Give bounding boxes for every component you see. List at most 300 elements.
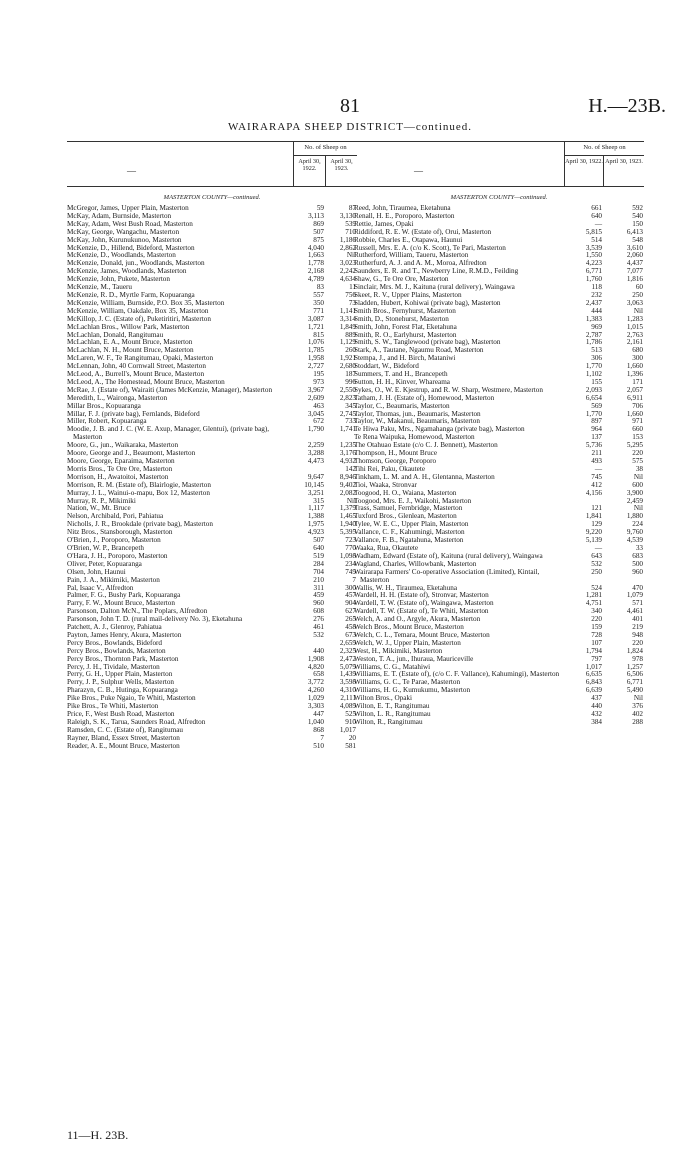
sheep-1922: 569 xyxy=(591,401,602,410)
sheep-1922: 1,721 xyxy=(307,322,324,331)
sheep-1923: Nil xyxy=(633,694,643,703)
owner-name: Welch, A. and O., Argyle, Akura, Masterton xyxy=(354,615,481,624)
sheep-1923: 1,235 xyxy=(339,441,356,450)
sheep-1923: 470 xyxy=(632,583,643,592)
sheep-1923: 749 xyxy=(345,567,356,576)
sheep-1922: 4,473 xyxy=(307,457,324,465)
sheep-1922: 232 xyxy=(591,290,602,299)
owner-name: Toogood, H. O., Waiana, Masterton xyxy=(354,488,457,497)
header-1922: April 30, 1922. xyxy=(298,158,321,172)
sheep-1923: 3,610 xyxy=(626,243,643,252)
sheep-1923: 1,741 xyxy=(339,425,356,434)
sheep-1922: 868 xyxy=(313,725,324,734)
sheep-1922: 3,251 xyxy=(307,488,324,497)
sheep-1923: 1,257 xyxy=(626,662,643,671)
sheep-1922: 3,087 xyxy=(307,314,324,323)
owner-name: O'Brien, W. P., Brancepeth xyxy=(67,543,144,552)
sheep-1923: 723 xyxy=(345,536,356,545)
owner-name: Patchett, A. J., Glenroy, Pahiatua xyxy=(67,623,162,632)
owner-name: Vallance, F. B., Ngatahuna, Masterton xyxy=(354,536,464,545)
sheep-1922: 4,156 xyxy=(585,488,602,497)
sheep-1922: 137 xyxy=(591,433,602,442)
owner-name: Pike Bros., Puke Ngaio, Te Whiti, Masterton xyxy=(67,694,196,703)
owner-name: O'Brien, J., Poroporo, Masterton xyxy=(67,536,161,545)
owner-name: McKay, Adam, Burnside, Masterton xyxy=(67,211,172,220)
owner-name: Smith, S. W., Tanglewood (private bag), Masterton xyxy=(354,338,501,347)
sheep-1923: Nil xyxy=(633,306,643,315)
sheep-1923: 683 xyxy=(632,551,643,560)
sheep-1922: 608 xyxy=(313,607,324,616)
right-table-body xyxy=(354,205,644,727)
owner-name: Taylor, W., Makanui, Beaumaris, Masterton xyxy=(354,417,480,426)
sheep-1922: 1,117 xyxy=(308,504,324,513)
sheep-1922: 340 xyxy=(591,607,602,616)
sheep-1923: 571 xyxy=(632,599,643,608)
owner-name: Trass, Samuel, Fernbridge, Masterton xyxy=(354,504,463,513)
owner-name: Tylee, W. E. C., Upper Plain, Masterton xyxy=(354,520,469,529)
owner-name: Wilton, R., Rangitumau xyxy=(354,717,423,726)
sheep-1923: 1,439 xyxy=(339,670,356,679)
sheep-1923: 60 xyxy=(635,283,643,292)
sheep-1923: 889 xyxy=(345,330,356,339)
sheep-1922: 1,663 xyxy=(307,251,324,260)
sheep-1922: 6,771 xyxy=(585,267,602,276)
owner-name: West, H., Mikimiki, Masterton xyxy=(354,646,443,655)
sheep-1923: Nil xyxy=(346,496,356,505)
sheep-1923: 2,161 xyxy=(626,338,643,347)
owner-name: McKenzie, John, Pukete, Masterton xyxy=(67,275,170,284)
sheep-1923: 978 xyxy=(632,654,643,663)
sheep-1923: 1,660 xyxy=(626,409,643,418)
sheep-1923: 38 xyxy=(635,464,643,473)
sheep-1922: 3,772 xyxy=(307,678,324,687)
owner-name: McKenzie, James, Woodlands, Masterton xyxy=(67,267,187,276)
sheep-1922: 2,787 xyxy=(585,330,602,339)
owner-name: Wilton Bros., Opaki xyxy=(354,694,413,703)
sheep-1922: 1,770 xyxy=(585,362,602,371)
sheep-1923: 2,680 xyxy=(339,362,356,371)
owner-name: Smith, R. O., Earlyhurst, Masterton xyxy=(354,330,457,339)
sheep-1922: 513 xyxy=(591,346,602,355)
sheep-1923: 2,659 xyxy=(339,638,356,647)
section-heading: MASTERTON COUNTY—continued. xyxy=(450,194,548,201)
sheep-1923: 548 xyxy=(632,235,643,244)
sheep-1922: 5,139 xyxy=(585,536,602,545)
sheep-1923: 539 xyxy=(345,219,356,228)
sheep-1923: 3,598 xyxy=(339,678,356,687)
sheep-1923: 2,057 xyxy=(626,385,643,394)
sheep-1923: 1,015 xyxy=(626,322,643,331)
owner-name: McLaren, W. F., Te Rangitumau, Opaki, Masterton xyxy=(67,354,214,363)
sheep-1923: 996 xyxy=(345,377,356,386)
owner-name: Wagland, Charles, Willowbank, Masterton xyxy=(354,559,477,568)
sheep-1922: 507 xyxy=(313,227,324,236)
sheep-1922: 1,975 xyxy=(307,520,324,529)
sheep-1922: 250 xyxy=(591,567,602,576)
owner-name: Vallance, C. F., Kahumingi, Masterton xyxy=(354,528,465,537)
sheep-1922: 195 xyxy=(313,370,324,379)
footer-reference: 11—H. 23B. xyxy=(67,1128,129,1142)
sheep-count-header xyxy=(293,142,357,186)
owner-name: Welch, W. J., Upper Plain, Masterton xyxy=(354,638,461,647)
sheep-1922: 459 xyxy=(313,591,324,600)
sheep-1923: 20 xyxy=(348,733,356,742)
sheep-1923: 627 xyxy=(345,607,356,616)
sheep-1923: 265 xyxy=(345,615,356,624)
sheep-1923: 971 xyxy=(632,417,643,426)
sheep-1923: 187 xyxy=(345,370,356,379)
owner-name: Moore, George, Eparaima, Masterton xyxy=(67,457,175,465)
owner-name: Murray, J. L., Wainui-o-mapu, Box 12, Masterton xyxy=(67,488,210,497)
header-group-title: No. of Sheep on xyxy=(304,144,347,151)
sheep-1922: 447 xyxy=(313,710,324,718)
owner-name: McKenzie, William, Oakdale, Box 35, Masterton xyxy=(67,306,209,315)
owner-name: Nation, W., Mt. Bruce xyxy=(67,504,131,513)
sheep-1923: 153 xyxy=(632,433,643,442)
sheep-1922: 3,967 xyxy=(307,385,324,394)
sheep-1922: 1,770 xyxy=(585,409,602,418)
sheep-1922: 4,260 xyxy=(307,686,324,695)
sheep-1923: 300 xyxy=(345,583,356,592)
sheep-1922: 1,017 xyxy=(585,662,602,671)
sheep-1922: 557 xyxy=(313,290,324,299)
owner-name: Riddiford, R. E. W. (Estate of), Orui, Masterton xyxy=(354,227,492,236)
sheep-1922: 315 xyxy=(313,496,324,505)
sheep-1922: 440 xyxy=(591,702,602,711)
sheep-1923: 2,763 xyxy=(626,330,643,339)
sheep-1923: 9,402 xyxy=(339,480,356,489)
sheep-1922: 493 xyxy=(591,457,602,465)
sheep-1922: 1,550 xyxy=(585,251,602,260)
owner-name: McKay, John, Kurunukunoo, Masterton xyxy=(67,235,182,244)
owner-name: McKillop, J. C. (Estate of), Puketiritiri, Masterton xyxy=(67,314,211,323)
sheep-1923: 3,314 xyxy=(339,314,356,323)
owner-name: Parry, F. W., Mount Bruce, Masterton xyxy=(67,599,175,608)
sheep-1922: 9,220 xyxy=(585,528,602,537)
page-title: WAIRARAPA SHEEP DISTRICT—continued. xyxy=(227,121,473,133)
sheep-1922: 4,223 xyxy=(585,259,602,268)
sheep-1922: 306 xyxy=(591,354,602,363)
owner-name: Murray, R. P., Mikimiki xyxy=(67,496,136,505)
sheep-1922: 4,923 xyxy=(307,528,324,537)
sheep-1922: 2,259 xyxy=(307,441,324,450)
owner-name: O'Hara, J. H., Poroporo, Masterton xyxy=(67,551,168,560)
sheep-1923: 5,079 xyxy=(339,662,356,671)
sheep-1922: 1,778 xyxy=(307,259,324,268)
sheep-1923: 150 xyxy=(632,219,643,228)
sheep-1923: 1,849 xyxy=(339,322,356,331)
owner-name: Wilton, L. R., Rangitumau xyxy=(354,710,431,718)
sheep-1922: 412 xyxy=(591,480,602,489)
owner-name: Sinclair, Mrs. M. J., Kaituna (rural delivery), Waingawa xyxy=(354,283,515,292)
owner-name: Waaka, Rua, Okautete xyxy=(354,543,419,552)
owner-name: Palmer, F. G., Bushy Park, Kopuaranga xyxy=(67,591,181,600)
sheep-1922: 211 xyxy=(591,449,602,458)
sheep-1923: 2,459 xyxy=(626,496,643,505)
header-1923: April 30, 1923. xyxy=(330,158,353,172)
sheep-1923: 1,186 xyxy=(339,235,356,244)
left-table-body xyxy=(67,205,357,751)
owner-name: Smith, John, Forest Flat, Eketahuna xyxy=(354,322,457,331)
owner-name: Toogood, Mrs. E. J., Waikohi, Masterton xyxy=(354,496,472,505)
sheep-1922: 1,760 xyxy=(585,275,602,284)
owner-name: McLeod, A., Burrell's, Mount Bruce, Masterton xyxy=(67,370,205,379)
table-row xyxy=(67,426,357,442)
sheep-1922: 384 xyxy=(591,717,602,726)
sheep-1923: Nil xyxy=(633,504,643,513)
sheep-1923: 288 xyxy=(632,717,643,726)
sheep-1923: 219 xyxy=(632,623,643,632)
table-header xyxy=(354,141,644,187)
sheep-1923: 6,413 xyxy=(626,227,643,236)
sheep-1922: 1,786 xyxy=(585,338,602,347)
owner-name: Sutton, H. H., Kinver, Whareama xyxy=(354,377,450,386)
sheep-1922: 514 xyxy=(591,235,602,244)
owner-name: Taylor, C., Beaumaris, Masterton xyxy=(354,401,450,410)
owner-name: Renall, H. E., Poroporo, Masterton xyxy=(354,211,455,220)
sheep-1922: 643 xyxy=(591,551,602,560)
owner-name: Nitz Bros., Stansborough, Masterton xyxy=(67,528,173,537)
sheep-1922: 1,388 xyxy=(307,512,324,521)
sheep-1923: 575 xyxy=(632,457,643,465)
sheep-1922: 875 xyxy=(313,235,324,244)
left-column xyxy=(67,141,357,751)
sheep-1923: 1,660 xyxy=(626,362,643,371)
sheep-1923: 142 xyxy=(345,464,356,473)
sheep-1922: 973 xyxy=(313,377,324,386)
sheep-1922: 3,539 xyxy=(585,243,602,252)
sheep-1923: 4,437 xyxy=(626,259,643,268)
sheep-1923: 2,745 xyxy=(339,409,356,418)
table-header xyxy=(67,141,357,187)
owner-name: McLachlan Bros., Willow Park, Masterton xyxy=(67,322,190,331)
owner-name: Wallis, W. H., Tiraumea, Eketahuna xyxy=(354,583,458,592)
owner-name: McLachlan, E. A., Mount Bruce, Masterton xyxy=(67,338,193,347)
owner-name: Williams, C. G., Matahiwi xyxy=(354,662,431,671)
owner-name: Ramsden, C. C. (Estate of), Rangitumau xyxy=(67,725,183,734)
owner-name: Summers, T. and H., Brancepeth xyxy=(354,370,448,379)
sheep-1923: 1,141 xyxy=(339,306,356,315)
sheep-1922: 640 xyxy=(591,211,602,220)
sheep-1922: 7 xyxy=(320,733,324,742)
sheep-1922: 10,145 xyxy=(304,480,324,489)
sheep-1923: 706 xyxy=(632,401,643,410)
owner-name: Wardell, T. W. (Estate of), Waingawa, Masterton xyxy=(354,599,494,608)
sheep-1922: — xyxy=(594,543,602,552)
owner-name: Reed, John, Tiraumea, Eketahuna xyxy=(354,204,451,212)
owner-name: Percy Bros., Bowlands, Bideford xyxy=(67,638,163,647)
owner-name: Nicholls, J. R., Brookdale (private bag), Masterton xyxy=(67,520,213,529)
sheep-1923: 948 xyxy=(632,630,643,639)
sheep-1923: 171 xyxy=(632,377,643,386)
sheep-1923: 673 xyxy=(345,630,356,639)
sheep-1923: 5,490 xyxy=(626,686,643,695)
sheep-1923: 540 xyxy=(632,211,643,220)
owner-name: The Otahuao Estate (c/o C. J. Bennett), Masterton xyxy=(354,441,498,450)
owner-name: Rayner, Bland, Essex Street, Masterton xyxy=(67,733,180,742)
sheep-1922: 155 xyxy=(591,377,602,386)
owner-name: Pain, J. A., Mikimiki, Masterton xyxy=(67,575,160,584)
sheep-1922: 2,609 xyxy=(307,393,324,402)
owner-name: McKenzie, M., Taueru xyxy=(67,283,133,292)
owner-name: McKenzie, D., Woodlands, Masterton xyxy=(67,251,176,260)
owner-name: Perry, J. P., Sulphur Wells, Masterton xyxy=(67,678,175,687)
sheep-1923: 680 xyxy=(632,346,643,355)
owner-name: Millar Bros., Kopuaranga xyxy=(67,401,141,410)
sheep-1923: 9,760 xyxy=(626,528,643,537)
sheep-1923: 592 xyxy=(632,204,643,212)
sheep-1922: 1,785 xyxy=(307,346,324,355)
sheep-1922: 461 xyxy=(313,623,324,632)
owner-name: Te Rena Waipuka, Homewood, Masterton xyxy=(354,433,475,442)
right-column xyxy=(354,141,644,727)
owner-name: Millar, F. J. (private bag), Fernlands, Bideford xyxy=(67,409,200,418)
sheep-1923: 33 xyxy=(635,543,643,552)
sheep-1923: 2,082 xyxy=(339,488,356,497)
sheep-1922: 524 xyxy=(591,583,602,592)
sheep-1922: 2,727 xyxy=(307,362,324,371)
owner-name: Olsen, John, Haunui xyxy=(67,567,126,576)
owner-name: Welch, C. L., Temara, Mount Bruce, Masterton xyxy=(354,630,490,639)
sheep-1922: 6,654 xyxy=(585,393,602,402)
owner-name: Saunders, E. R. and T., Newberry Line, R.M.D., Feilding xyxy=(354,267,519,276)
owner-name: Tioi, Waaka, Stronvar xyxy=(354,480,417,489)
sheep-1923: 1,379 xyxy=(339,504,356,513)
sheep-1922: 745 xyxy=(591,472,602,481)
owner-name: Morris Bros., Te Ore Ore, Masterton xyxy=(67,464,173,473)
sheep-1922: 771 xyxy=(313,306,324,315)
sheep-1923: 710 xyxy=(345,227,356,236)
owner-name: Thomson, George, Poroporo xyxy=(354,457,437,465)
sheep-1923: 1,283 xyxy=(626,314,643,323)
sheep-1923: 2,472 xyxy=(339,654,356,663)
sheep-1923: 3,023 xyxy=(339,259,356,268)
sheep-1923: 224 xyxy=(632,520,643,529)
sheep-1922: 159 xyxy=(591,623,602,632)
sheep-1922: 350 xyxy=(313,298,324,307)
sheep-1922: 969 xyxy=(591,322,602,331)
owner-name: Williams, H. G., Kumukumu, Masterton xyxy=(354,686,471,695)
owner-name: Stark, A., Tautane, Ngaumu Road, Masterton xyxy=(354,346,484,355)
sheep-1922: — xyxy=(594,219,602,228)
sheep-1922: 661 xyxy=(591,204,602,212)
sheep-1922: 704 xyxy=(313,567,324,576)
owner-name: Tihi Rei, Paku, Okautete xyxy=(354,464,426,473)
owner-name: McGregor, James, Upper Plain, Masterton xyxy=(67,204,189,212)
sheep-1922: 1,908 xyxy=(307,654,324,663)
sheep-1922: 1,958 xyxy=(307,354,324,363)
sheep-1923: 1,129 xyxy=(339,338,356,347)
sheep-1923: 220 xyxy=(632,449,643,458)
sheep-1923: 1,396 xyxy=(626,370,643,379)
sheep-1923: 960 xyxy=(632,567,643,576)
owner-name: Morrison, H., Awatoitoi, Masterton xyxy=(67,472,169,481)
sheep-1922: 311 xyxy=(313,583,324,592)
sheep-1923: 3,063 xyxy=(626,298,643,307)
owner-name: Tuxford Bros., Glenlean, Masterton xyxy=(354,512,457,521)
sheep-1922: 964 xyxy=(591,425,602,434)
page-number: 81 xyxy=(340,95,360,117)
owner-name: Payton, James Henry, Akura, Masterton xyxy=(67,630,182,639)
sheep-1922: 4,751 xyxy=(585,599,602,608)
report-reference: H.—23B. xyxy=(588,95,666,117)
header-1923: April 30, 1923. xyxy=(605,158,643,165)
sheep-1922: 59 xyxy=(316,204,324,212)
sheep-1923: 525 xyxy=(345,710,356,718)
sheep-1922: 4,040 xyxy=(307,243,324,252)
owner-name: Wardell, T. W. (Estate of), Te Whiti, Masterton xyxy=(354,607,489,616)
sheep-1922: 210 xyxy=(313,575,324,584)
sheep-1923: 6,911 xyxy=(627,393,643,402)
sheep-1923: 1,940 xyxy=(339,520,356,529)
sheep-1923: Nil xyxy=(346,251,356,260)
sheep-1923: 7,077 xyxy=(626,267,643,276)
header-group-title: No. of Sheep on xyxy=(583,144,626,151)
owner-name: Parsonson, John T. D. (rural mail-delivery No. 3), Eketahuna xyxy=(67,615,243,624)
owner-name: Rutherfurd, A. J. and A. M., Moroa, Alfredton xyxy=(354,259,487,268)
sheep-1922: 440 xyxy=(313,646,324,655)
sheep-1922: 432 xyxy=(591,710,602,718)
sheep-1922: 869 xyxy=(313,219,324,228)
sheep-1923: 756 xyxy=(345,290,356,299)
owner-name: Robbie, Charles E., Otapawa, Haunui xyxy=(354,235,463,244)
sheep-1923: 458 xyxy=(345,623,356,632)
owner-name: Tatham, J. H. (Estate of), Homewood, Masterton xyxy=(354,393,495,402)
sheep-1922: 658 xyxy=(313,670,324,679)
owner-name: McLennan, John, 40 Cornwall Street, Masterton xyxy=(67,362,206,371)
sheep-1922: 640 xyxy=(313,543,324,552)
sheep-1923: 904 xyxy=(345,599,356,608)
sheep-1923: 300 xyxy=(632,354,643,363)
sheep-1923: 457 xyxy=(345,591,356,600)
sheep-1923: 1,880 xyxy=(626,512,643,521)
sheep-1923: 7 xyxy=(352,575,356,584)
sheep-1923: 5,395 xyxy=(339,528,356,537)
owner-name: Rettie, James, Opaki xyxy=(354,219,414,228)
owner-name: McKenzie, D., Hillend, Bideford, Masterton xyxy=(67,243,195,252)
owner-name: McLachlan, Donald, Rangitumau xyxy=(67,330,164,339)
sheep-1923: 1,921 xyxy=(339,354,356,363)
owner-name: Taylor, Thomas, jun., Beaumaris, Masterton xyxy=(354,409,481,418)
sheep-1922: 510 xyxy=(313,741,324,750)
sheep-1922: 797 xyxy=(591,654,602,663)
sheep-1922: 129 xyxy=(591,520,602,529)
sheep-1922: 118 xyxy=(591,283,602,292)
sheep-1923: 4,461 xyxy=(626,607,643,616)
owner-name: Percy Bros., Bowlands, Masterton xyxy=(67,646,166,655)
sheep-1923: 6,771 xyxy=(626,678,643,687)
owner-name: Russell, Mrs. E. A. (c/o K. Scott), Te Pari, Masterton xyxy=(354,243,506,252)
owner-name: Weston, T. A., jun., Ihuraua, Mauriceville xyxy=(354,654,474,663)
sheep-1922: 284 xyxy=(313,559,324,568)
sheep-1922: 1,040 xyxy=(307,717,324,726)
table-row xyxy=(354,719,644,727)
sheep-1923: 220 xyxy=(632,638,643,647)
sheep-1923: 4,932 xyxy=(339,457,356,465)
owner-name: McRae, J. (Estate of), Wairaiti (James McKenzie, Manager), Masterton xyxy=(67,385,273,394)
sheep-1922: 507 xyxy=(313,536,324,545)
sheep-1923: 770 xyxy=(345,543,356,552)
sheep-1922: 463 xyxy=(313,401,324,410)
owner-name: Parsonson, Dalton McN., The Poplars, Alfredton xyxy=(67,607,208,616)
sheep-1922: 1,383 xyxy=(585,314,602,323)
header-1922: April 30, 1922. xyxy=(565,158,603,165)
owner-name: Sladden, Hubert, Kohiwai (private bag), Masterton xyxy=(354,298,501,307)
owner-name: Pike Bros., Te Whiti, Masterton xyxy=(67,702,159,711)
owner-name: McKay, George, Wangachu, Masterton xyxy=(67,227,180,236)
sheep-1923: 5,295 xyxy=(626,441,643,450)
sheep-1923: Nil xyxy=(633,472,643,481)
